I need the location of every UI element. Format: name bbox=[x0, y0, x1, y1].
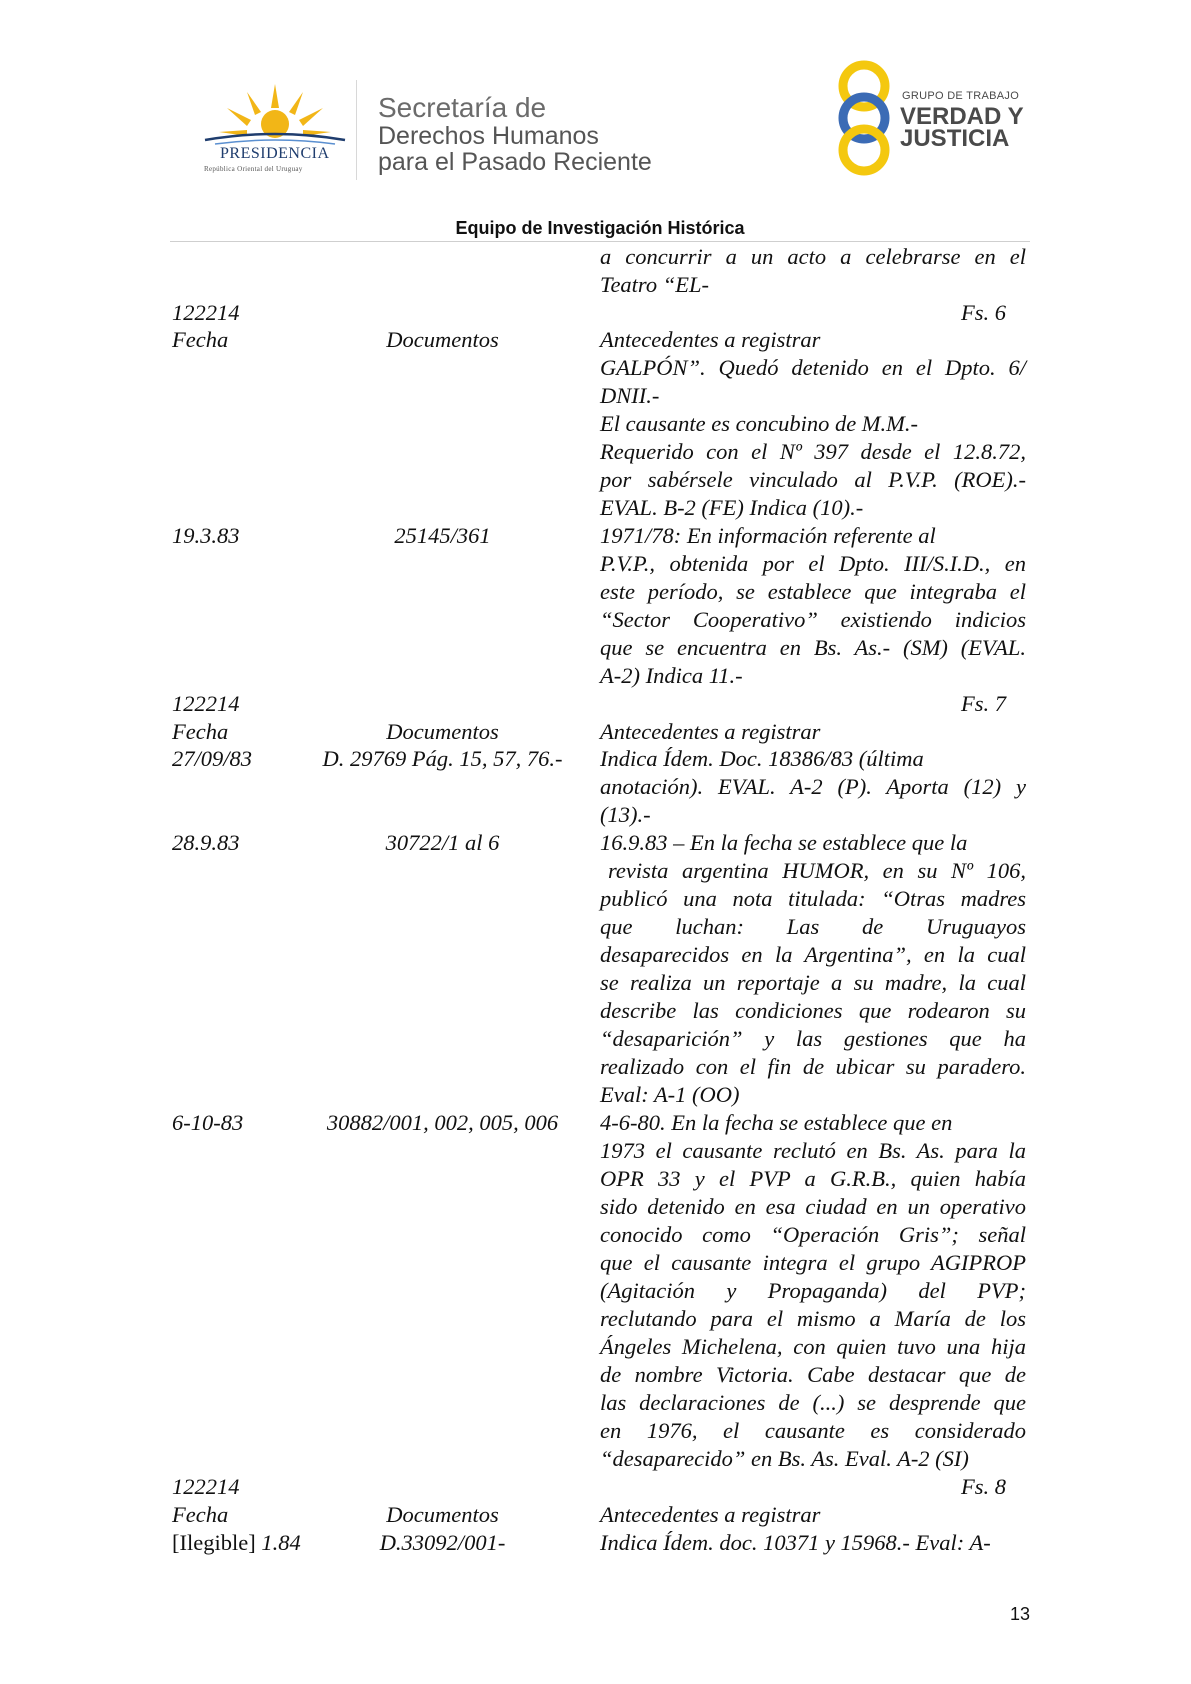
text-line: en 1976, el causante es considerado bbox=[600, 1418, 1026, 1443]
text-line: Ángeles Michelena, con quien tuvo una hija bbox=[600, 1334, 1026, 1359]
text-line: EVAL. B-2 (FE) Indica (10).- bbox=[600, 495, 864, 520]
text-line: se realiza un reportaje a su madre, la cual bbox=[600, 970, 1026, 995]
text-line: sido detenido en esa ciudad en un operativo bbox=[600, 1194, 1026, 1219]
column-header-fecha: Fecha bbox=[172, 1502, 229, 1527]
text-line: Requerido con el Nº 397 desde el 12.8.72, bbox=[600, 439, 1026, 464]
verdad-justicia-rings-logo bbox=[825, 60, 903, 178]
text-line: OPR 33 y el PVP a G.R.B., quien había bbox=[600, 1166, 1026, 1191]
column-header-documentos: Documentos bbox=[386, 327, 499, 352]
entry-document: D. 29769 Pág. 15, 57, 76.- bbox=[322, 746, 563, 771]
text-line: reclutando para el mismo a María de los bbox=[600, 1306, 1026, 1331]
entry-date: 6-10-83 bbox=[172, 1110, 244, 1135]
column-header-documentos: Documentos bbox=[386, 1502, 499, 1527]
text-line: que se encuentra en Bs. As.- (SM) (EVAL. bbox=[600, 635, 1026, 660]
text-line: este período, se establece que integraba el bbox=[600, 579, 1026, 604]
secretaria-line-2: Derechos Humanos bbox=[378, 122, 599, 150]
text-line: describe las condiciones que rodearon su bbox=[600, 998, 1026, 1023]
text-line: las declaraciones de (...) se desprende que bbox=[600, 1390, 1026, 1415]
secretaria-line-3: para el Pasado Reciente bbox=[378, 148, 652, 176]
column-header-documentos: Documentos bbox=[386, 719, 499, 744]
text-line: GALPÓN”. Quedó detenido en el Dpto. 6/ bbox=[600, 355, 1026, 380]
header-divider bbox=[356, 80, 357, 180]
column-header-fecha: Fecha bbox=[172, 327, 229, 352]
text-line: (13).- bbox=[600, 802, 651, 827]
text-line: A-2) Indica 11.- bbox=[600, 663, 743, 688]
folio-number: Fs. 6 bbox=[961, 300, 1006, 325]
entry-document: 25145/361 bbox=[394, 523, 491, 548]
column-header-antecedentes: Antecedentes a registrar bbox=[600, 1502, 821, 1527]
grupo-line-3: JUSTICIA bbox=[900, 125, 1010, 152]
text-line: Indica Ídem. doc. 10371 y 15968.- Eval: A- bbox=[600, 1530, 991, 1555]
text-line: anotación). EVAL. A-2 (P). Aporta (12) y bbox=[600, 774, 1026, 799]
text-line: revista argentina HUMOR, en su Nº 106, bbox=[608, 858, 1026, 883]
entry-date: 27/09/83 bbox=[172, 746, 253, 771]
grupo-line-1: GRUPO DE TRABAJO bbox=[902, 90, 1020, 102]
text-line: 4-6-80. En la fecha se establece que en bbox=[600, 1110, 953, 1135]
column-header-antecedentes: Antecedentes a registrar bbox=[600, 327, 821, 352]
text-line: 1971/78: En información referente al bbox=[600, 523, 936, 548]
text-line: “desaparecido” en Bs. As. Eval. A-2 (SI) bbox=[600, 1446, 969, 1471]
subheading: Equipo de Investigación Histórica bbox=[455, 218, 745, 238]
entry-date: 19.3.83 bbox=[172, 523, 240, 548]
column-header-antecedentes: Antecedentes a registrar bbox=[600, 719, 821, 744]
folio-number: Fs. 8 bbox=[961, 1474, 1006, 1499]
folio-number: Fs. 7 bbox=[961, 691, 1006, 716]
secretaria-line-1: Secretaría de bbox=[378, 92, 547, 123]
text-line: “Sector Cooperativo” existiendo indicios bbox=[600, 607, 1026, 632]
entry-document: D.33092/001- bbox=[379, 1530, 506, 1555]
text-line: “desaparición” y las gestiones que ha bbox=[600, 1026, 1026, 1051]
text-line: 1973 el causante reclutó en Bs. As. para la bbox=[600, 1138, 1026, 1163]
text-line: P.V.P., obtenida por el Dpto. III/S.I.D., en bbox=[600, 551, 1026, 576]
presidencia-subtitle: República Oriental del Uruguay bbox=[204, 165, 303, 173]
entry-document: 30722/1 al 6 bbox=[385, 830, 500, 855]
text-line: de nombre Victoria. Cabe destacar que de bbox=[600, 1362, 1026, 1387]
text-line: Teatro “EL- bbox=[600, 272, 709, 297]
header-rule bbox=[170, 241, 1030, 242]
record-id: 122214 bbox=[172, 691, 240, 716]
entry-document: 30882/001, 002, 005, 006 bbox=[326, 1110, 559, 1135]
grupo-line-2: VERDAD Y bbox=[900, 103, 1024, 130]
text-line: publicó una nota titulada: “Otras madres bbox=[600, 886, 1026, 911]
presidencia-name: PRESIDENCIA bbox=[220, 145, 330, 162]
text-line: que el causante integra el grupo AGIPROP bbox=[600, 1250, 1026, 1275]
entry-date: 28.9.83 bbox=[172, 830, 240, 855]
text-line: a concurrir a un acto a celebrarse en el bbox=[600, 244, 1026, 269]
text-line: por sabérsele vinculado al P.V.P. (ROE).- bbox=[600, 467, 1026, 492]
text-line: Eval: A-1 (OO) bbox=[600, 1082, 740, 1107]
record-id: 122214 bbox=[172, 300, 240, 325]
text-line: desaparecidos en la Argentina”, en la cual bbox=[600, 942, 1026, 967]
page-header bbox=[0, 0, 1191, 215]
text-line: realizado con el fin de ubicar su paradero. bbox=[600, 1054, 1026, 1079]
record-id: 122214 bbox=[172, 1474, 240, 1499]
entry-date bbox=[172, 1529, 301, 1557]
column-header-fecha: Fecha bbox=[172, 719, 229, 744]
text-line: que luchan: Las de Uruguayos bbox=[600, 914, 1026, 939]
text-line: 16.9.83 – En la fecha se establece que la bbox=[600, 830, 968, 855]
text-line: conocido como “Operación Gris”; señal bbox=[600, 1222, 1026, 1247]
text-line: El causante es concubino de M.M.- bbox=[600, 411, 919, 436]
entry-date-value: 1.84 bbox=[261, 1530, 301, 1555]
text-line: DNII.- bbox=[600, 383, 660, 408]
text-line: Indica Ídem. Doc. 18386/83 (última bbox=[600, 746, 924, 771]
page-number: 13 bbox=[1009, 1604, 1030, 1624]
illegible-marker: [Ilegible] bbox=[172, 1530, 256, 1555]
text-line: (Agitación y Propaganda) del PVP; bbox=[600, 1278, 1026, 1303]
